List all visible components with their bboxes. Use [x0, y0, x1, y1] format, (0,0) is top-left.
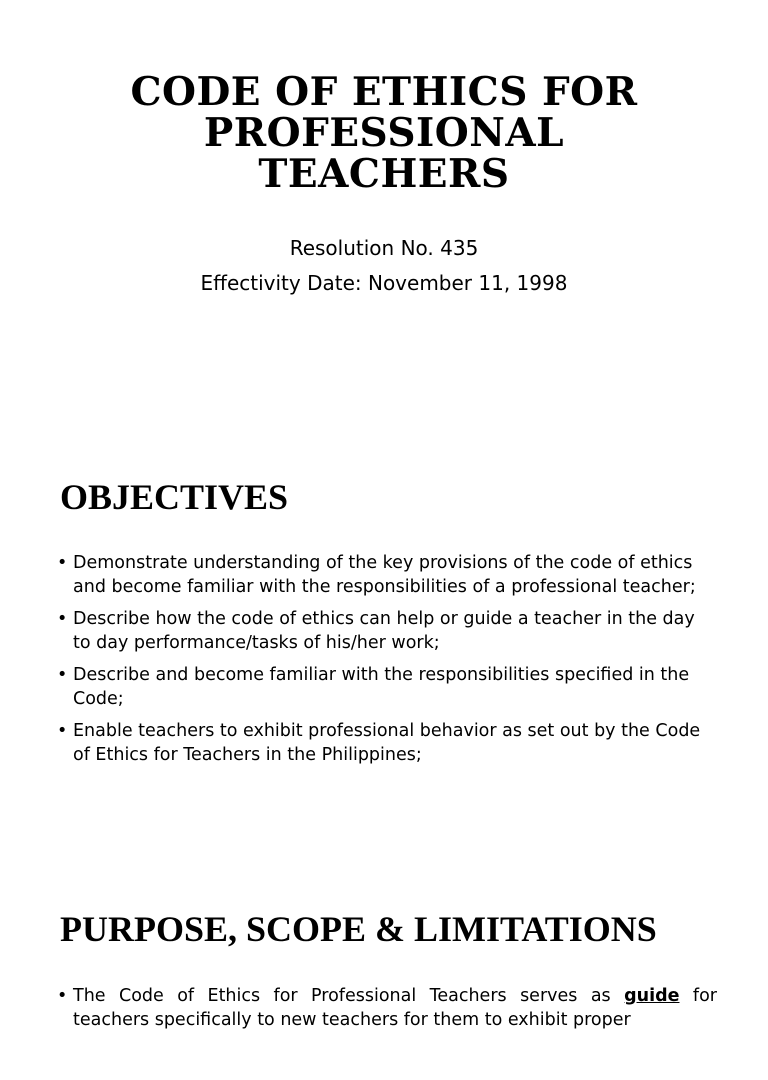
document-title — [0, 69, 768, 197]
objectives-list — [57, 551, 717, 775]
bullet-icon: • — [57, 665, 68, 685]
objective-text: Enable teachers to exhibit professional behavior as set out by the Code of Ethics for Teachers in the Philippines; — [73, 721, 701, 765]
resolution-number: Resolution No. 435 — [289, 236, 479, 260]
title-line-2: PROFESSIONAL — [203, 110, 565, 156]
guide-emphasis: guide — [624, 986, 680, 1006]
bullet-icon: • — [57, 721, 68, 741]
list-item — [57, 719, 717, 767]
title-slide — [0, 0, 768, 400]
objectives-slide — [0, 440, 768, 840]
purpose-text-start: The Code of Ethics for Professional Teachers serves as — [73, 986, 625, 1006]
objective-text: Describe how the code of ethics can help or guide a teacher in the day to day performance/tasks of his/her work; — [73, 609, 695, 653]
bullet-icon: • — [57, 553, 68, 573]
purpose-text-end: for teachers specifically to new teachers for them to exhibit proper — [73, 986, 717, 1030]
objectives-heading: OBJECTIVES — [60, 477, 289, 517]
title-line-1: CODE OF ETHICS FOR — [130, 69, 638, 115]
objective-text: Describe and become familiar with the responsibilities specified in the Code; — [73, 665, 690, 709]
purpose-list — [57, 984, 717, 1040]
bullet-icon: • — [57, 609, 68, 629]
title-line-3: TEACHERS — [258, 151, 510, 197]
list-item — [57, 663, 717, 711]
purpose-heading: PURPOSE, SCOPE & LIMITATIONS — [60, 909, 657, 949]
bullet-icon: • — [57, 986, 68, 1006]
list-item — [57, 551, 717, 599]
purpose-slide — [0, 880, 768, 1080]
list-item — [57, 607, 717, 655]
effectivity-date: Effectivity Date: November 11, 1998 — [200, 271, 568, 295]
list-item — [57, 984, 717, 1032]
objective-text: Demonstrate understanding of the key provisions of the code of ethics and become familiar with the responsibilities of a professional teacher; — [73, 553, 696, 597]
